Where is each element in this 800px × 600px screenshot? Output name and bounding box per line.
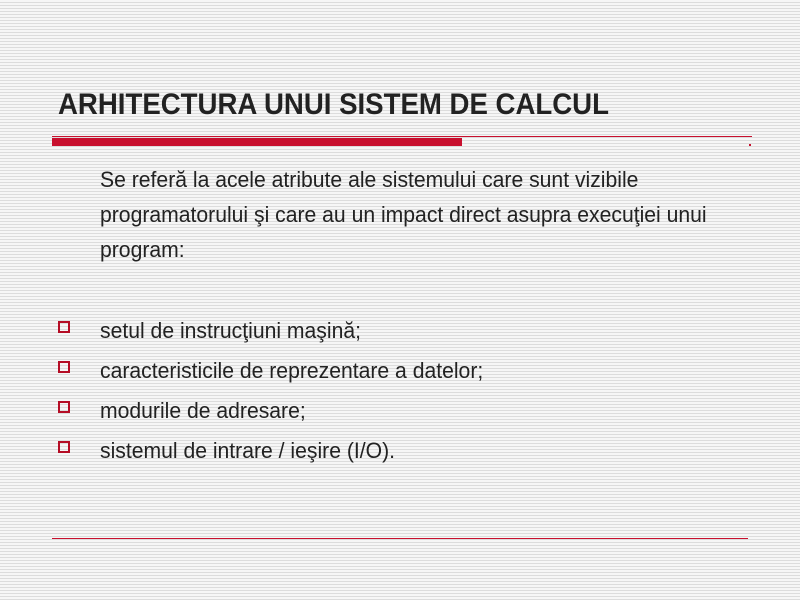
title-underline-end-mark [749, 144, 751, 146]
intro-paragraph: Se referă la acele atribute ale sistemului care sunt vizibile programatorului şi care au un impact direct asupra execuţiei unui program: [100, 167, 707, 262]
bullet-text: setul de instrucţiuni maşină; [100, 318, 361, 343]
footer-divider [52, 538, 748, 539]
hollow-square-icon [58, 361, 70, 373]
bullet-text: modurile de adresare; [100, 398, 306, 423]
title-underline-accent [52, 138, 462, 146]
title-underline-thin [52, 136, 752, 137]
hollow-square-icon [58, 321, 70, 333]
bullet-text: caracteristicile de reprezentare a datelor; [100, 358, 484, 383]
hollow-square-icon [58, 441, 70, 453]
slide-title: ARHITECTURA UNUI SISTEM DE CALCUL [58, 88, 609, 121]
hollow-square-icon [58, 401, 70, 413]
bullet-text: sistemul de intrare / ieşire (I/O). [100, 438, 396, 463]
